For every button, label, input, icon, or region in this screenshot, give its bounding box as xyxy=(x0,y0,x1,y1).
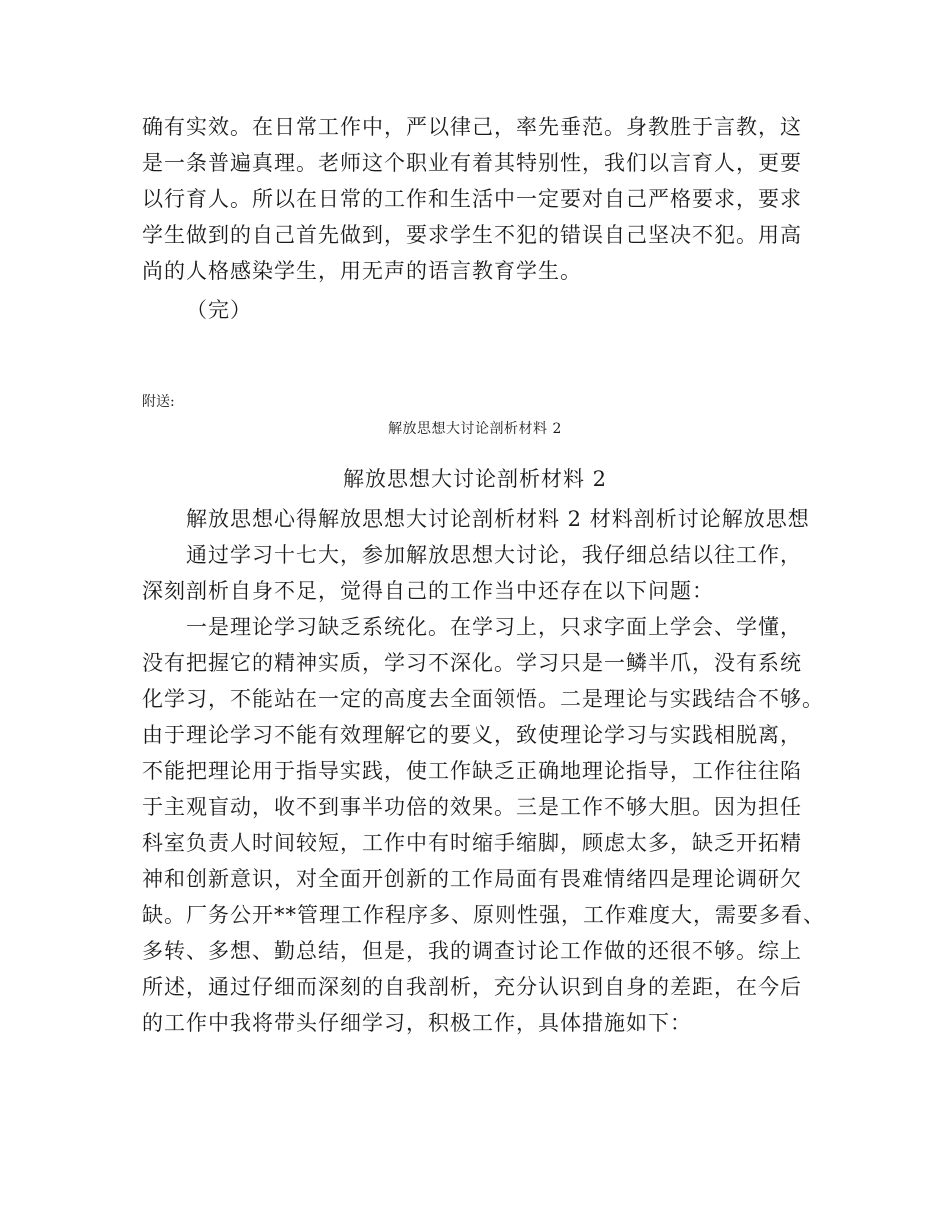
paragraph-line: 确有实效。在日常工作中，严以律己，率先垂范。身教胜于言教，这 xyxy=(142,115,802,139)
paragraph-line: 多转、多想、勤总结，但是，我的调查讨论工作做的还很不够。综上 xyxy=(142,939,802,963)
paragraph-line: 缺。厂务公开**管理工作程序多、原则性强，工作难度大，需要多看、 xyxy=(142,903,825,927)
paragraph-line: 不能把理论用于指导实践，使工作缺乏正确地理论指导，工作往往陷 xyxy=(142,759,802,783)
paragraph-line: 通过学习十七大，参加解放思想大讨论，我仔细总结以往工作， xyxy=(186,543,802,567)
paragraph-line: 的工作中我将带头仔细学习，积极工作，具体措施如下： xyxy=(142,1011,692,1035)
paragraph-line: 学生做到的自己首先做到，要求学生不犯的错误自己坚决不犯。用高 xyxy=(142,223,802,247)
paragraph-line: 于主观盲动，收不到事半功倍的效果。三是工作不够大胆。因为担任 xyxy=(142,795,802,819)
paragraph-line: 深刻剖析自身不足，觉得自己的工作当中还存在以下问题： xyxy=(142,579,714,603)
end-mark: （完） xyxy=(186,298,252,322)
paragraph-line: 由于理论学习不能有效理解它的要义，致使理论学习与实践相脱离， xyxy=(142,723,802,747)
document-title: 解放思想大讨论剖析材料 2 xyxy=(342,467,608,491)
paragraph-line: 科室负责人时间较短，工作中有时缩手缩脚，顾虑太多，缺乏开拓精 xyxy=(142,831,802,855)
paragraph-line: 所述，通过仔细而深刻的自我剖析，充分认识到自身的差距，在今后 xyxy=(142,975,802,999)
paragraph-line: 神和创新意识，对全面开创新的工作局面有畏难情绪四是理论调研欠 xyxy=(142,867,802,891)
previous-section-paragraph xyxy=(142,109,822,289)
paragraph-line: 化学习，不能站在一定的高度去全面领悟。二是理论与实践结合不够。 xyxy=(142,687,824,711)
paragraph-line: 是一条普遍真理。老师这个职业有着其特别性，我们以言育人，更要 xyxy=(142,151,802,175)
paragraph-line: 一是理论学习缺乏系统化。在学习上，只求字面上学会、学懂， xyxy=(186,615,802,639)
paragraph-line: 以行育人。所以在日常的工作和生活中一定要对自己严格要求，要求 xyxy=(142,187,802,211)
paragraph-line: 没有把握它的精神实质，学习不深化。学习只是一鳞半爪，没有系统 xyxy=(142,651,802,675)
body-section xyxy=(142,501,825,1041)
attachment-label: 附送: xyxy=(142,394,175,410)
end-mark-block xyxy=(142,292,822,328)
paragraph-line: 尚的人格感染学生，用无声的语言教育学生。 xyxy=(142,259,582,283)
keywords-line: 解放思想心得解放思想大讨论剖析材料 2 材料剖析讨论解放思想 xyxy=(186,507,810,531)
small-title: 解放思想大讨论剖析材料 2 xyxy=(388,421,562,437)
